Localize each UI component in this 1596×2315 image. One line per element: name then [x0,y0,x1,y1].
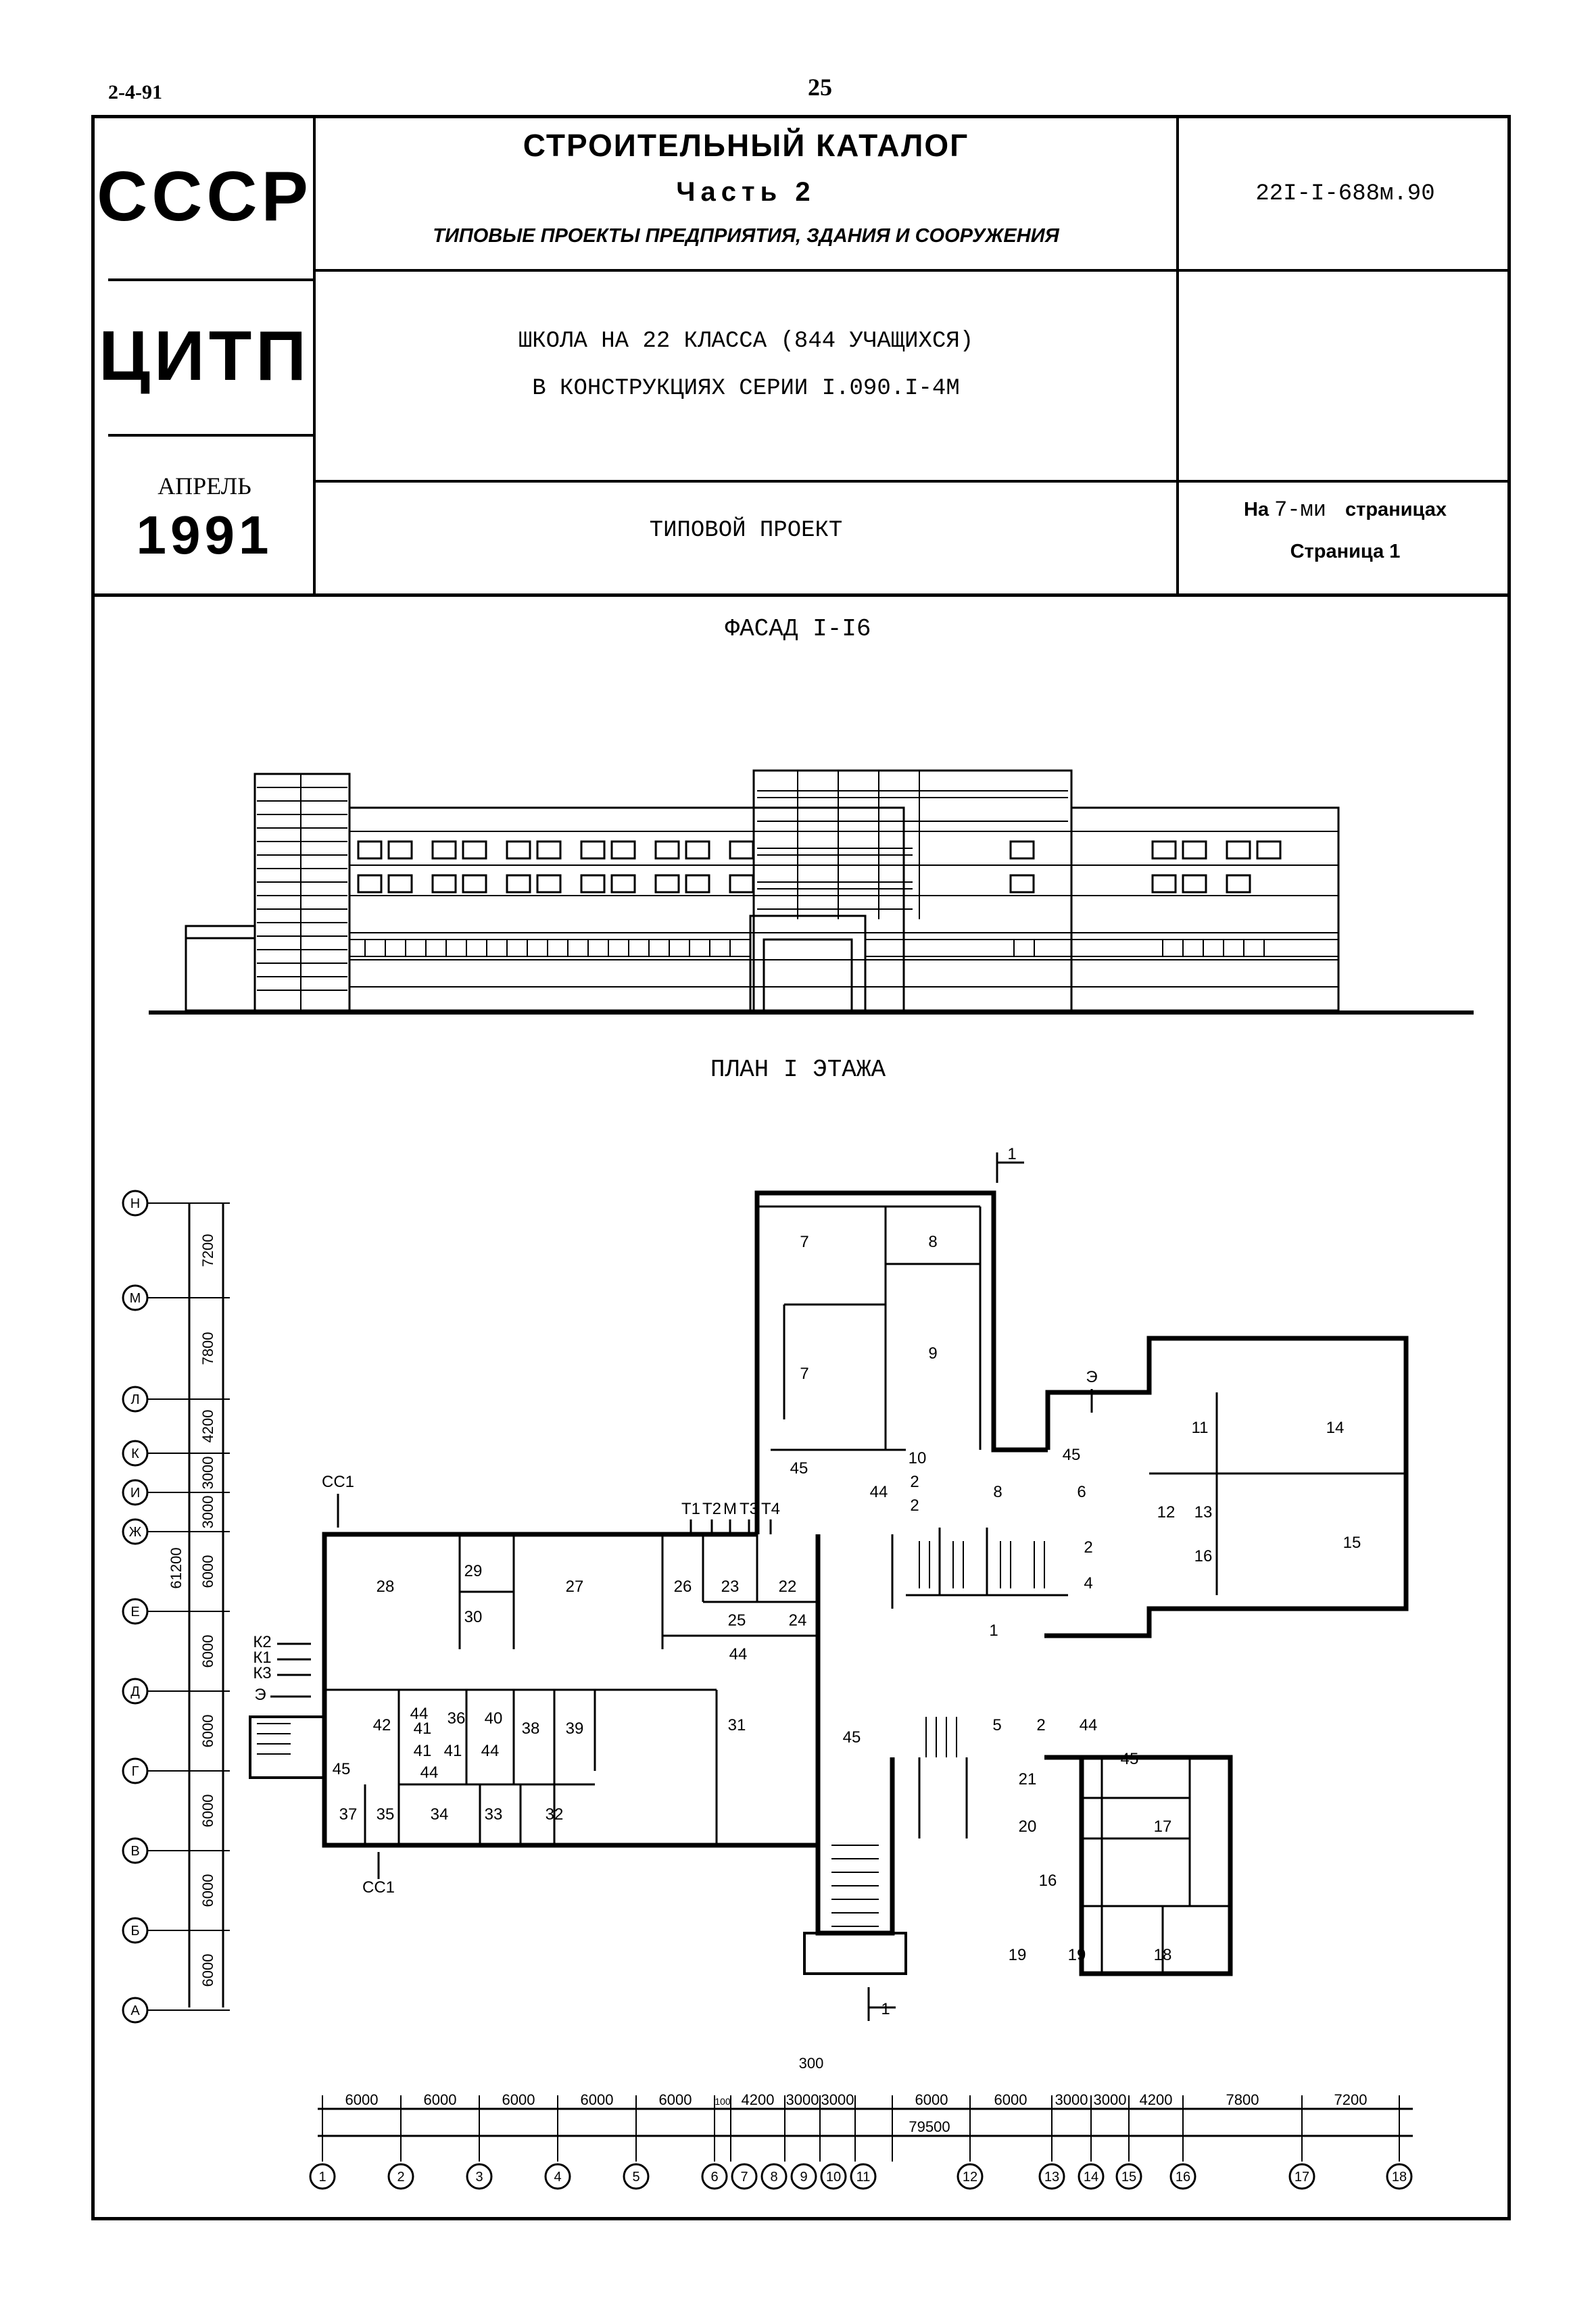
catalog-part: Часть 2 [676,177,816,207]
project-name-line1: ШКОЛА НА 22 КЛАССА (844 УЧАЩИХСЯ) [518,328,974,354]
svg-text:7200: 7200 [1334,2091,1368,2108]
svg-text:6000: 6000 [199,1874,216,1907]
svg-text:36: 36 [447,1709,466,1728]
svg-text:Ж: Ж [128,1525,142,1540]
project-type: ТИПОВОЙ ПРОЕКТ [649,518,843,543]
svg-text:13: 13 [1044,2170,1060,2185]
svg-text:1: 1 [989,1622,998,1640]
svg-text:Э: Э [1086,1368,1098,1386]
svg-text:40: 40 [484,1709,503,1728]
svg-text:25: 25 [727,1611,746,1630]
svg-text:19: 19 [1008,1946,1027,1964]
plan-title: ПЛАН I ЭТАЖА [710,1056,886,1083]
svg-text:6000: 6000 [580,2091,614,2108]
svg-text:29: 29 [464,1562,483,1580]
svg-text:24: 24 [788,1611,807,1630]
svg-text:6000: 6000 [658,2091,692,2108]
svg-text:300: 300 [798,2055,824,2072]
svg-text:В: В [130,1844,140,1859]
svg-text:28: 28 [376,1578,395,1596]
svg-text:7: 7 [800,1365,809,1383]
svg-text:8: 8 [770,2170,778,2185]
svg-text:3000: 3000 [199,1495,216,1529]
svg-text:Д: Д [130,1684,140,1699]
svg-text:7800: 7800 [199,1332,216,1365]
pages-info [1180,497,1511,522]
svg-text:6: 6 [710,2170,719,2185]
svg-text:Б: Б [130,1924,140,1939]
svg-text:44: 44 [420,1763,439,1782]
svg-text:6000: 6000 [199,1953,216,1987]
svg-text:18: 18 [1153,1946,1172,1964]
svg-text:61200: 61200 [168,1547,185,1589]
facade-title: ФАСАД I-I6 [725,615,871,643]
svg-text:4: 4 [1084,1574,1093,1592]
svg-text:1: 1 [318,2170,327,2185]
svg-text:39: 39 [565,1720,584,1738]
title-block-bottom-line [91,593,1511,597]
svg-text:42: 42 [372,1716,391,1734]
svg-text:37: 37 [339,1805,358,1824]
svg-text:10: 10 [908,1449,927,1467]
svg-text:1: 1 [881,2000,890,2018]
svg-text:23: 23 [721,1578,740,1596]
svg-text:45: 45 [1062,1446,1081,1464]
svg-text:35: 35 [376,1805,395,1824]
svg-text:6000: 6000 [502,2091,535,2108]
svg-text:8: 8 [928,1233,938,1251]
org-citp: ЦИТП [99,317,310,395]
svg-text:17: 17 [1153,1818,1172,1836]
svg-text:2: 2 [1084,1538,1093,1557]
svg-text:4200: 4200 [741,2091,775,2108]
svg-text:44: 44 [1079,1716,1098,1734]
svg-text:45: 45 [790,1459,808,1478]
svg-text:7: 7 [800,1233,809,1251]
page-label: Страница 1 [1290,541,1401,562]
svg-text:К3: К3 [253,1664,272,1682]
svg-text:22: 22 [778,1578,797,1596]
svg-text:45: 45 [332,1760,351,1778]
svg-text:45: 45 [842,1728,861,1747]
svg-text:6000: 6000 [994,2091,1027,2108]
svg-text:6000: 6000 [199,1555,216,1588]
svg-text:Н: Н [130,1196,141,1211]
svg-text:6000: 6000 [199,1714,216,1748]
svg-text:11: 11 [1191,1419,1209,1437]
svg-text:6000: 6000 [423,2091,457,2108]
svg-text:21: 21 [1018,1770,1037,1788]
svg-text:11: 11 [856,2170,871,2185]
facade-drawing [149,757,1474,1021]
svg-text:4200: 4200 [1139,2091,1173,2108]
svg-text:27: 27 [565,1578,584,1596]
svg-text:3000: 3000 [821,2091,854,2108]
title-block-row-line-1 [314,269,1511,272]
svg-text:16: 16 [1175,2170,1191,2185]
svg-text:31: 31 [727,1716,746,1734]
org-ussr: СССР [97,157,312,236]
svg-text:6000: 6000 [199,1634,216,1668]
svg-text:И: И [130,1486,141,1501]
svg-text:4: 4 [554,2170,562,2185]
title-block-divider-right [1176,115,1179,595]
svg-text:44: 44 [869,1483,888,1501]
svg-text:41: 41 [413,1720,432,1738]
svg-text:12: 12 [1157,1503,1176,1521]
catalog-part-subtitle: ТИПОВЫЕ ПРОЕКТЫ ПРЕДПРИЯТИЯ, ЗДАНИЯ И СООРУЖЕНИЯ [433,225,1059,247]
svg-text:100: 100 [715,2096,731,2107]
svg-text:А: А [130,2003,140,2018]
project-code: 22I-I-688м.90 [1255,181,1435,207]
svg-text:6: 6 [1077,1483,1086,1501]
svg-text:3000: 3000 [1055,2091,1088,2108]
svg-text:М: М [129,1291,141,1306]
svg-text:Т1: Т1 [681,1500,701,1518]
pages-count: 7-ми [1274,497,1326,522]
svg-text:5: 5 [632,2170,640,2185]
svg-text:7200: 7200 [199,1234,216,1267]
svg-text:К1: К1 [253,1649,272,1667]
svg-text:20: 20 [1018,1818,1037,1836]
svg-text:Л: Л [130,1392,140,1407]
project-name-line2: В КОНСТРУКЦИЯХ СЕРИИ I.090.I-4М [532,376,960,401]
svg-text:Т2: Т2 [702,1500,722,1518]
svg-text:К: К [131,1446,139,1461]
svg-text:4200: 4200 [199,1409,216,1443]
floor-plan-drawing [108,1136,1474,2190]
svg-text:3: 3 [475,2170,483,2185]
svg-text:14: 14 [1326,1419,1345,1437]
svg-text:Г: Г [131,1764,139,1779]
svg-text:2: 2 [1036,1716,1046,1734]
svg-text:1: 1 [1007,1145,1017,1163]
svg-text:5: 5 [992,1716,1002,1734]
svg-text:3000: 3000 [199,1456,216,1490]
svg-text:44: 44 [481,1742,500,1760]
pages-suffix: страницах [1345,499,1447,520]
svg-text:45: 45 [1120,1750,1139,1768]
svg-text:33: 33 [484,1805,503,1824]
svg-text:9: 9 [800,2170,808,2185]
svg-text:9: 9 [928,1344,938,1363]
svg-text:3000: 3000 [785,2091,819,2108]
svg-text:2: 2 [910,1496,919,1515]
pages-prefix: На [1244,499,1269,520]
svg-text:18: 18 [1391,2170,1407,2185]
org-divider-1 [108,278,313,281]
svg-text:44: 44 [729,1645,748,1663]
svg-text:2: 2 [397,2170,405,2185]
svg-text:26: 26 [673,1578,692,1596]
svg-text:12: 12 [962,2170,978,2185]
svg-text:СС1: СС1 [362,1878,395,1897]
svg-text:Т4: Т4 [760,1500,781,1518]
svg-text:К2: К2 [253,1633,272,1651]
svg-text:3000: 3000 [1093,2091,1127,2108]
svg-text:15: 15 [1343,1534,1361,1552]
release-year: 1991 [136,505,273,565]
svg-text:16: 16 [1194,1547,1213,1565]
svg-text:13: 13 [1194,1503,1213,1521]
title-block-row-line-2 [314,480,1511,483]
svg-text:СС1: СС1 [321,1473,355,1491]
svg-text:10: 10 [825,2170,842,2185]
svg-text:6000: 6000 [199,1794,216,1828]
catalog-title: СТРОИТЕЛЬНЫЙ КАТАЛОГ [523,128,969,163]
svg-text:44: 44 [410,1705,429,1723]
svg-text:6000: 6000 [345,2091,379,2108]
release-month: АПРЕЛЬ [158,472,251,499]
svg-text:38: 38 [521,1720,540,1738]
svg-text:8: 8 [993,1483,1002,1501]
svg-text:Э: Э [254,1686,266,1704]
svg-text:32: 32 [545,1805,564,1824]
org-divider-2 [108,434,313,437]
svg-text:15: 15 [1121,2170,1137,2185]
svg-text:41: 41 [443,1742,462,1760]
page-number: 25 [808,74,832,101]
svg-text:41: 41 [413,1742,432,1760]
doc-code: 2-4-91 [108,81,162,103]
svg-text:79500: 79500 [909,2118,950,2135]
svg-text:14: 14 [1083,2170,1099,2185]
svg-text:7: 7 [740,2170,748,2185]
svg-text:34: 34 [430,1805,449,1824]
svg-text:7800: 7800 [1226,2091,1259,2108]
svg-text:Е: Е [130,1605,140,1619]
svg-text:17: 17 [1294,2170,1310,2185]
svg-text:Т3: Т3 [739,1500,759,1518]
svg-text:30: 30 [464,1608,483,1626]
svg-text:М: М [723,1500,737,1518]
svg-text:16: 16 [1038,1872,1057,1890]
svg-text:19: 19 [1067,1946,1086,1964]
svg-text:2: 2 [910,1473,919,1491]
svg-text:6000: 6000 [915,2091,948,2108]
